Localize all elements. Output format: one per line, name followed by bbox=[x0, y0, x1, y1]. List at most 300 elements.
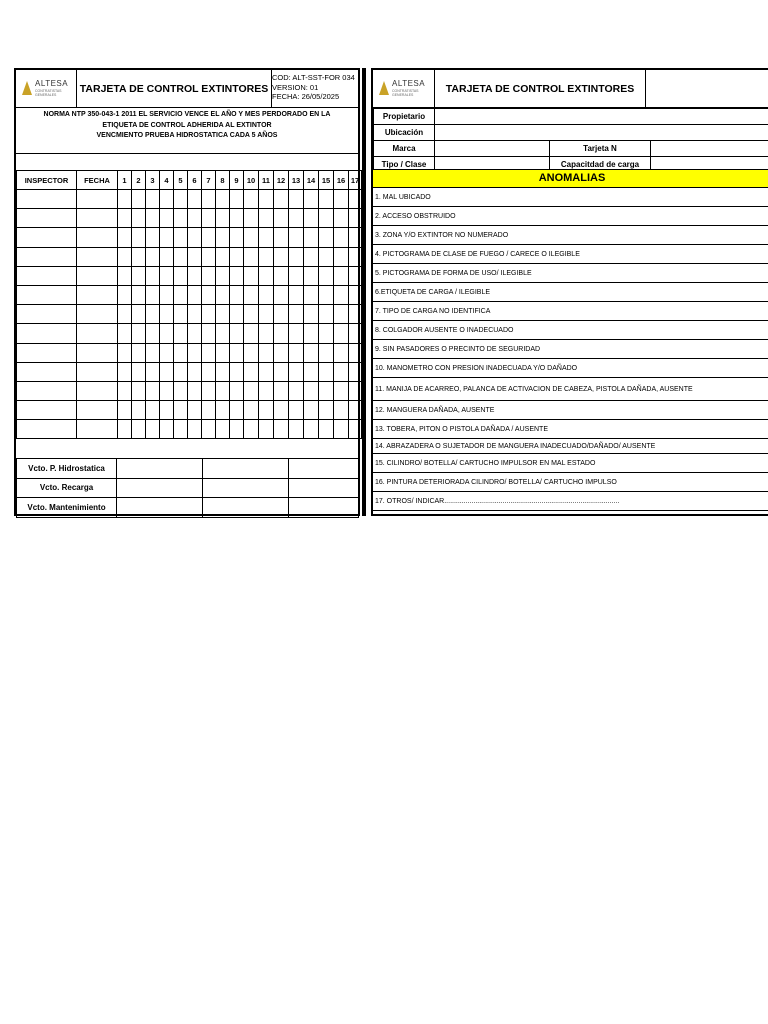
grid-cell[interactable] bbox=[319, 228, 334, 247]
grid-row bbox=[17, 420, 362, 439]
grid-cell[interactable] bbox=[274, 190, 289, 209]
grid-cell[interactable] bbox=[259, 362, 274, 381]
grid-cell[interactable] bbox=[118, 247, 132, 266]
grid-cell[interactable] bbox=[274, 209, 289, 228]
grid-cell[interactable] bbox=[334, 228, 349, 247]
grid-cell[interactable] bbox=[319, 266, 334, 285]
grid-cell[interactable] bbox=[160, 209, 174, 228]
grid-cell[interactable] bbox=[118, 381, 132, 400]
grid-cell[interactable] bbox=[304, 266, 319, 285]
grid-cell[interactable] bbox=[202, 190, 216, 209]
grid-cell[interactable] bbox=[174, 285, 188, 304]
grid-header-cell: 2 bbox=[132, 171, 146, 190]
grid-row bbox=[17, 228, 362, 247]
grid-cell[interactable] bbox=[216, 209, 230, 228]
grid-cell[interactable] bbox=[274, 401, 289, 420]
grid-cell[interactable] bbox=[274, 362, 289, 381]
grid-cell[interactable] bbox=[174, 381, 188, 400]
grid-cell[interactable] bbox=[349, 362, 362, 381]
anomalia-item: 12. MANGUERA DAÑADA, AUSENTE bbox=[373, 401, 768, 420]
grid-cell[interactable] bbox=[202, 420, 216, 439]
grid-cell[interactable] bbox=[244, 381, 259, 400]
grid-cell[interactable] bbox=[230, 305, 244, 324]
grid-cell[interactable] bbox=[132, 362, 146, 381]
grid-cell[interactable] bbox=[160, 362, 174, 381]
right-card-title: TARJETA DE CONTROL EXTINTORES bbox=[434, 70, 646, 107]
grid-cell[interactable] bbox=[118, 228, 132, 247]
grid-cell[interactable] bbox=[230, 381, 244, 400]
grid-cell[interactable] bbox=[334, 209, 349, 228]
grid-row bbox=[17, 305, 362, 324]
grid-cell[interactable] bbox=[77, 324, 118, 343]
grid-cell[interactable] bbox=[289, 190, 304, 209]
grid-cell[interactable] bbox=[349, 285, 362, 304]
grid-cell[interactable] bbox=[259, 381, 274, 400]
grid-cell[interactable] bbox=[319, 324, 334, 343]
norma-line: VENCMIENTO PRUEBA HIDROSTATICA CADA 5 AÑOS bbox=[96, 132, 278, 139]
grid-cell[interactable] bbox=[118, 362, 132, 381]
grid-cell[interactable] bbox=[244, 362, 259, 381]
tipo-label: Tipo / Clase bbox=[374, 157, 435, 173]
grid-cell[interactable] bbox=[118, 266, 132, 285]
grid-cell[interactable] bbox=[174, 247, 188, 266]
grid-cell[interactable] bbox=[349, 305, 362, 324]
grid-cell[interactable] bbox=[259, 401, 274, 420]
grid-cell[interactable] bbox=[174, 401, 188, 420]
grid-cell[interactable] bbox=[202, 305, 216, 324]
grid-cell[interactable] bbox=[259, 343, 274, 362]
grid-cell[interactable] bbox=[304, 190, 319, 209]
grid-cell[interactable] bbox=[146, 209, 160, 228]
grid-cell[interactable] bbox=[274, 420, 289, 439]
anomalia-item: 11. MANIJA DE ACARREO, PALANCA DE ACTIVACION DE CABEZA, PISTOLA DAÑADA, AUSENTE bbox=[373, 378, 768, 401]
capacidad-label: Capacitdad de carga bbox=[550, 157, 651, 173]
grid-cell[interactable] bbox=[132, 190, 146, 209]
ubicacion-label: Ubicación bbox=[374, 125, 435, 141]
grid-cell[interactable] bbox=[118, 324, 132, 343]
grid-cell[interactable] bbox=[17, 305, 77, 324]
grid-cell[interactable] bbox=[160, 266, 174, 285]
grid-cell[interactable] bbox=[230, 324, 244, 343]
tarjeta-field[interactable] bbox=[651, 141, 768, 157]
grid-cell[interactable] bbox=[349, 401, 362, 420]
grid-header-cell: 3 bbox=[146, 171, 160, 190]
grid-cell[interactable] bbox=[77, 305, 118, 324]
grid-cell[interactable] bbox=[174, 228, 188, 247]
expiration-field[interactable] bbox=[203, 498, 289, 518]
grid-cell[interactable] bbox=[188, 324, 202, 343]
grid-row bbox=[17, 381, 362, 400]
grid-cell[interactable] bbox=[146, 420, 160, 439]
marca-field[interactable] bbox=[435, 141, 550, 157]
grid-cell[interactable] bbox=[77, 381, 118, 400]
grid-cell[interactable] bbox=[202, 362, 216, 381]
grid-cell[interactable] bbox=[304, 228, 319, 247]
grid-cell[interactable] bbox=[244, 401, 259, 420]
grid-cell[interactable] bbox=[259, 285, 274, 304]
grid-cell[interactable] bbox=[216, 228, 230, 247]
grid-cell[interactable] bbox=[244, 247, 259, 266]
grid-cell[interactable] bbox=[160, 381, 174, 400]
grid-cell[interactable] bbox=[304, 324, 319, 343]
grid-cell[interactable] bbox=[319, 190, 334, 209]
grid-cell[interactable] bbox=[230, 285, 244, 304]
grid-cell[interactable] bbox=[202, 401, 216, 420]
grid-cell[interactable] bbox=[160, 401, 174, 420]
grid-cell[interactable] bbox=[77, 247, 118, 266]
grid-cell[interactable] bbox=[334, 401, 349, 420]
grid-cell[interactable] bbox=[132, 305, 146, 324]
grid-cell[interactable] bbox=[230, 362, 244, 381]
grid-cell[interactable] bbox=[304, 420, 319, 439]
grid-cell[interactable] bbox=[160, 190, 174, 209]
grid-cell[interactable] bbox=[319, 362, 334, 381]
grid-cell[interactable] bbox=[174, 343, 188, 362]
grid-cell[interactable] bbox=[77, 362, 118, 381]
grid-cell[interactable] bbox=[304, 285, 319, 304]
anomalia-item: 15. CILINDRO/ BOTELLA/ CARTUCHO IMPULSOR EN MAL ESTADO bbox=[373, 454, 768, 473]
grid-cell[interactable] bbox=[230, 228, 244, 247]
grid-cell[interactable] bbox=[349, 190, 362, 209]
grid-cell[interactable] bbox=[334, 247, 349, 266]
grid-cell[interactable] bbox=[319, 247, 334, 266]
grid-cell[interactable] bbox=[304, 401, 319, 420]
grid-cell[interactable] bbox=[216, 285, 230, 304]
grid-cell[interactable] bbox=[304, 381, 319, 400]
grid-cell[interactable] bbox=[349, 343, 362, 362]
grid-cell[interactable] bbox=[319, 401, 334, 420]
grid-cell[interactable] bbox=[132, 324, 146, 343]
grid-cell[interactable] bbox=[146, 228, 160, 247]
grid-cell[interactable] bbox=[216, 362, 230, 381]
grid-cell[interactable] bbox=[304, 362, 319, 381]
grid-cell[interactable] bbox=[334, 343, 349, 362]
grid-cell[interactable] bbox=[334, 381, 349, 400]
grid-cell[interactable] bbox=[146, 247, 160, 266]
grid-cell[interactable] bbox=[274, 305, 289, 324]
grid-cell[interactable] bbox=[132, 343, 146, 362]
grid-cell[interactable] bbox=[274, 266, 289, 285]
grid-cell[interactable] bbox=[188, 381, 202, 400]
grid-cell[interactable] bbox=[77, 266, 118, 285]
grid-header-cell: 11 bbox=[259, 171, 274, 190]
grid-cell[interactable] bbox=[289, 324, 304, 343]
anomalia-item: 3. ZONA Y/O EXTINTOR NO NUMERADO bbox=[373, 226, 768, 245]
grid-cell[interactable] bbox=[188, 266, 202, 285]
grid-cell[interactable] bbox=[289, 209, 304, 228]
grid-cell[interactable] bbox=[289, 266, 304, 285]
grid-cell[interactable] bbox=[349, 209, 362, 228]
grid-cell[interactable] bbox=[188, 420, 202, 439]
grid-cell[interactable] bbox=[349, 381, 362, 400]
grid-cell[interactable] bbox=[216, 420, 230, 439]
grid-cell[interactable] bbox=[349, 266, 362, 285]
grid-cell[interactable] bbox=[319, 381, 334, 400]
grid-cell[interactable] bbox=[289, 228, 304, 247]
grid-cell[interactable] bbox=[160, 228, 174, 247]
grid-cell[interactable] bbox=[77, 228, 118, 247]
grid-cell[interactable] bbox=[259, 247, 274, 266]
grid-cell[interactable] bbox=[77, 420, 118, 439]
left-logo-box bbox=[16, 70, 77, 107]
grid-header-cell: 7 bbox=[202, 171, 216, 190]
grid-cell[interactable] bbox=[132, 266, 146, 285]
grid-cell[interactable] bbox=[244, 420, 259, 439]
expiration-row bbox=[17, 478, 359, 498]
grid-cell[interactable] bbox=[188, 343, 202, 362]
grid-cell[interactable] bbox=[349, 420, 362, 439]
grid-cell[interactable] bbox=[334, 420, 349, 439]
grid-cell[interactable] bbox=[160, 305, 174, 324]
grid-cell[interactable] bbox=[17, 209, 77, 228]
grid-header-cell: 8 bbox=[216, 171, 230, 190]
grid-cell[interactable] bbox=[259, 190, 274, 209]
grid-cell[interactable] bbox=[289, 247, 304, 266]
grid-cell[interactable] bbox=[230, 190, 244, 209]
grid-cell[interactable] bbox=[202, 343, 216, 362]
grid-cell[interactable] bbox=[17, 362, 77, 381]
grid-cell[interactable] bbox=[202, 247, 216, 266]
grid-cell[interactable] bbox=[202, 266, 216, 285]
grid-cell[interactable] bbox=[17, 190, 77, 209]
anomalias-header: ANOMALIAS bbox=[373, 169, 768, 188]
grid-cell[interactable] bbox=[17, 324, 77, 343]
grid-cell[interactable] bbox=[174, 190, 188, 209]
expiration-table bbox=[16, 458, 359, 518]
ubicacion-field[interactable] bbox=[435, 125, 768, 141]
grid-cell[interactable] bbox=[174, 266, 188, 285]
grid-cell[interactable] bbox=[349, 247, 362, 266]
grid-cell[interactable] bbox=[174, 324, 188, 343]
grid-header-cell: 12 bbox=[274, 171, 289, 190]
grid-cell[interactable] bbox=[216, 247, 230, 266]
anomalia-item: 16. PINTURA DETERIORADA CILINDRO/ BOTELLA/ CARTUCHO IMPULSO bbox=[373, 473, 768, 492]
grid-cell[interactable] bbox=[244, 228, 259, 247]
grid-cell[interactable] bbox=[319, 420, 334, 439]
grid-cell[interactable] bbox=[202, 381, 216, 400]
grid-header-cell: 15 bbox=[319, 171, 334, 190]
grid-cell[interactable] bbox=[230, 420, 244, 439]
grid-cell[interactable] bbox=[174, 420, 188, 439]
grid-cell[interactable] bbox=[160, 420, 174, 439]
grid-cell[interactable] bbox=[274, 228, 289, 247]
grid-cell[interactable] bbox=[304, 209, 319, 228]
grid-cell[interactable] bbox=[274, 247, 289, 266]
grid-cell[interactable] bbox=[174, 209, 188, 228]
grid-cell[interactable] bbox=[244, 285, 259, 304]
grid-cell[interactable] bbox=[259, 209, 274, 228]
grid-cell[interactable] bbox=[216, 343, 230, 362]
grid-cell[interactable] bbox=[132, 285, 146, 304]
grid-cell[interactable] bbox=[334, 324, 349, 343]
grid-cell[interactable] bbox=[334, 362, 349, 381]
grid-cell[interactable] bbox=[160, 247, 174, 266]
grid-cell[interactable] bbox=[349, 324, 362, 343]
grid-cell[interactable] bbox=[77, 209, 118, 228]
grid-cell[interactable] bbox=[334, 285, 349, 304]
grid-cell[interactable] bbox=[230, 401, 244, 420]
grid-cell[interactable] bbox=[17, 228, 77, 247]
grid-cell[interactable] bbox=[289, 420, 304, 439]
grid-cell[interactable] bbox=[259, 420, 274, 439]
grid-cell[interactable] bbox=[259, 305, 274, 324]
grid-cell[interactable] bbox=[118, 343, 132, 362]
grid-cell[interactable] bbox=[274, 343, 289, 362]
grid-cell[interactable] bbox=[188, 190, 202, 209]
grid-cell[interactable] bbox=[118, 401, 132, 420]
grid-cell[interactable] bbox=[304, 305, 319, 324]
grid-cell[interactable] bbox=[334, 305, 349, 324]
grid-cell[interactable] bbox=[274, 324, 289, 343]
grid-cell[interactable] bbox=[77, 401, 118, 420]
grid-cell[interactable] bbox=[188, 285, 202, 304]
grid-cell[interactable] bbox=[146, 305, 160, 324]
grid-cell[interactable] bbox=[289, 305, 304, 324]
grid-cell[interactable] bbox=[188, 305, 202, 324]
grid-cell[interactable] bbox=[289, 401, 304, 420]
grid-cell[interactable] bbox=[188, 401, 202, 420]
grid-cell[interactable] bbox=[230, 209, 244, 228]
grid-cell[interactable] bbox=[230, 343, 244, 362]
grid-cell[interactable] bbox=[146, 362, 160, 381]
grid-cell[interactable] bbox=[188, 209, 202, 228]
grid-cell[interactable] bbox=[202, 209, 216, 228]
expiration-field[interactable] bbox=[289, 459, 359, 479]
expiration-field[interactable] bbox=[203, 478, 289, 498]
expiration-field[interactable] bbox=[203, 459, 289, 479]
grid-cell[interactable] bbox=[230, 247, 244, 266]
grid-cell[interactable] bbox=[160, 324, 174, 343]
grid-cell[interactable] bbox=[289, 343, 304, 362]
grid-cell[interactable] bbox=[118, 285, 132, 304]
logo-triangle-icon bbox=[22, 81, 32, 95]
grid-cell[interactable] bbox=[132, 228, 146, 247]
grid-cell[interactable] bbox=[216, 401, 230, 420]
anomalia-item: 7. TIPO DE CARGA NO IDENTIFICA bbox=[373, 302, 768, 321]
grid-cell[interactable] bbox=[146, 190, 160, 209]
grid-cell[interactable] bbox=[334, 190, 349, 209]
grid-cell[interactable] bbox=[146, 285, 160, 304]
grid-cell[interactable] bbox=[289, 381, 304, 400]
grid-cell[interactable] bbox=[244, 209, 259, 228]
grid-cell[interactable] bbox=[188, 228, 202, 247]
grid-cell[interactable] bbox=[216, 190, 230, 209]
grid-cell[interactable] bbox=[118, 420, 132, 439]
grid-cell[interactable] bbox=[132, 401, 146, 420]
grid-cell[interactable] bbox=[174, 305, 188, 324]
grid-cell[interactable] bbox=[304, 247, 319, 266]
grid-cell[interactable] bbox=[289, 362, 304, 381]
grid-cell[interactable] bbox=[304, 343, 319, 362]
tarjeta-label: Tarjeta N bbox=[550, 141, 651, 157]
grid-cell[interactable] bbox=[17, 247, 77, 266]
grid-cell[interactable] bbox=[188, 247, 202, 266]
propietario-field[interactable] bbox=[435, 109, 768, 125]
grid-cell[interactable] bbox=[259, 324, 274, 343]
logo-name: ALTESA bbox=[35, 79, 69, 88]
grid-cell[interactable] bbox=[146, 343, 160, 362]
grid-cell[interactable] bbox=[274, 381, 289, 400]
grid-row bbox=[17, 209, 362, 228]
expiration-field[interactable] bbox=[117, 459, 203, 479]
grid-cell[interactable] bbox=[160, 343, 174, 362]
grid-cell[interactable] bbox=[202, 285, 216, 304]
grid-cell[interactable] bbox=[188, 362, 202, 381]
grid-cell[interactable] bbox=[77, 343, 118, 362]
grid-cell[interactable] bbox=[146, 381, 160, 400]
grid-cell[interactable] bbox=[17, 266, 77, 285]
expiration-field[interactable] bbox=[117, 478, 203, 498]
anomalia-item: 2. ACCESO OBSTRUIDO bbox=[373, 207, 768, 226]
grid-cell[interactable] bbox=[230, 266, 244, 285]
grid-header-cell: 13 bbox=[289, 171, 304, 190]
grid-cell[interactable] bbox=[259, 228, 274, 247]
grid-cell[interactable] bbox=[132, 247, 146, 266]
grid-cell[interactable] bbox=[77, 285, 118, 304]
grid-cell[interactable] bbox=[216, 305, 230, 324]
grid-cell[interactable] bbox=[132, 381, 146, 400]
grid-cell[interactable] bbox=[244, 305, 259, 324]
grid-cell[interactable] bbox=[77, 190, 118, 209]
anomalia-item: 1. MAL UBICADO bbox=[373, 188, 768, 207]
grid-cell[interactable] bbox=[319, 209, 334, 228]
logo-name: ALTESA bbox=[392, 79, 426, 88]
grid-cell[interactable] bbox=[17, 401, 77, 420]
grid-cell[interactable] bbox=[146, 401, 160, 420]
grid-cell[interactable] bbox=[259, 266, 274, 285]
grid-cell[interactable] bbox=[319, 343, 334, 362]
grid-cell[interactable] bbox=[17, 381, 77, 400]
grid-cell[interactable] bbox=[289, 285, 304, 304]
grid-cell[interactable] bbox=[319, 305, 334, 324]
anomalia-item: 9. SIN PASADORES O PRECINTO DE SEGURIDAD bbox=[373, 340, 768, 359]
anomalia-item: 14. ABRAZADERA O SUJETADOR DE MANGUERA INADECUADO/DAÑADO/ AUSENTE bbox=[373, 439, 768, 454]
grid-cell[interactable] bbox=[17, 420, 77, 439]
grid-cell[interactable] bbox=[216, 324, 230, 343]
grid-cell[interactable] bbox=[244, 324, 259, 343]
grid-cell[interactable] bbox=[334, 266, 349, 285]
grid-cell[interactable] bbox=[17, 343, 77, 362]
grid-header-cell: 4 bbox=[160, 171, 174, 190]
norma-text bbox=[16, 110, 358, 142]
expiration-field[interactable] bbox=[117, 498, 203, 518]
grid-cell[interactable] bbox=[244, 190, 259, 209]
expiration-field[interactable] bbox=[289, 498, 359, 518]
grid-cell[interactable] bbox=[216, 266, 230, 285]
grid-cell[interactable] bbox=[349, 228, 362, 247]
expiration-field[interactable] bbox=[289, 478, 359, 498]
grid-cell[interactable] bbox=[132, 420, 146, 439]
grid-cell[interactable] bbox=[146, 324, 160, 343]
grid-cell[interactable] bbox=[17, 285, 77, 304]
grid-cell[interactable] bbox=[118, 209, 132, 228]
grid-cell[interactable] bbox=[118, 190, 132, 209]
grid-cell[interactable] bbox=[160, 285, 174, 304]
doc-version: VERSION: 01 bbox=[272, 82, 319, 92]
grid-cell[interactable] bbox=[244, 266, 259, 285]
grid-cell[interactable] bbox=[319, 285, 334, 304]
grid-cell[interactable] bbox=[174, 362, 188, 381]
grid-cell[interactable] bbox=[244, 343, 259, 362]
grid-cell[interactable] bbox=[132, 209, 146, 228]
grid-cell[interactable] bbox=[202, 324, 216, 343]
norma-line: NORMA NTP 350-043-1 2011 EL SERVICIO VENCE EL AÑO Y MES PERDORADO EN LA bbox=[43, 111, 331, 118]
grid-cell[interactable] bbox=[202, 228, 216, 247]
grid-cell[interactable] bbox=[274, 285, 289, 304]
grid-cell[interactable] bbox=[216, 381, 230, 400]
grid-cell[interactable] bbox=[118, 305, 132, 324]
grid-cell[interactable] bbox=[146, 266, 160, 285]
